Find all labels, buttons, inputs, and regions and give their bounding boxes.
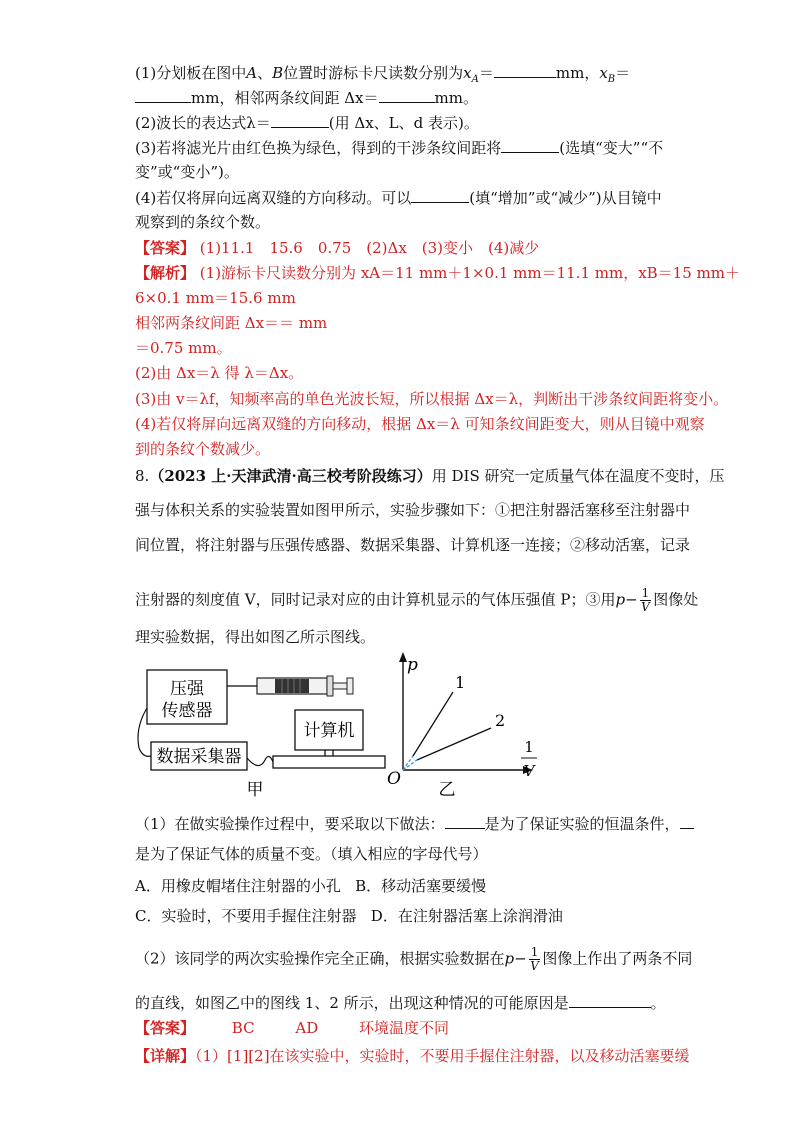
q7-part2	[135, 112, 479, 133]
q7-p1-sep: 、	[257, 64, 273, 82]
q8-s1-text2: 是为了保证实验的恒温条件，	[484, 815, 680, 833]
q7-exp-l5: (2)由 Δx＝λ 得 λ＝Δx。	[135, 364, 304, 382]
q8-l5: 理实验数据，得出如图乙所示图线。	[135, 628, 376, 646]
computer-base	[273, 756, 385, 768]
explanation-tag: 【解析】	[135, 264, 196, 282]
q8-s2-end: 。	[650, 994, 666, 1012]
answer-tag: 【答案】	[135, 239, 196, 257]
q7-answer	[135, 238, 539, 258]
q8-l4	[135, 587, 698, 614]
q7-exp-l4: ＝0.75 mm。	[135, 339, 232, 357]
q7-p1-text2: 位置时游标卡尺读数分别为	[283, 64, 464, 82]
answer-tag: 【答案】	[135, 1019, 196, 1037]
q7-xa: x	[463, 64, 472, 82]
q7-p4-text: (4)若仅将屏向远离双缝的方向移动。可以	[135, 189, 412, 207]
q7-exp-l3: 相邻两条纹间距 Δx＝＝ mm	[135, 314, 328, 332]
axis-p-label: p	[407, 655, 418, 675]
q8-answer-1: BC	[231, 1019, 255, 1037]
q7-part1-line1	[135, 62, 630, 90]
wire-collector-computer	[247, 756, 273, 765]
option-d: D．在注射器活塞上涂润滑油	[370, 907, 563, 925]
q8-detail-text: （1）[1][2]在该实验中，实验时，不要用手握住注射器，以及移动活塞要缓	[195, 1047, 690, 1065]
q8-l4-fraction	[640, 587, 652, 614]
option-b: B．移动活塞要缓慢	[355, 877, 487, 895]
q7-blank-xb	[135, 87, 191, 103]
q8-s2-text: （2）该同学的两次实验操作完全正确，根据实验数据在	[135, 949, 505, 968]
q7-explanation-line1	[135, 263, 740, 283]
q7-p2-text: (2)波长的表达式λ＝	[135, 114, 271, 132]
q7-eq2: ＝	[615, 64, 631, 82]
q8-s1-text: （1）在做实验操作过程中，要采取以下做法：	[135, 815, 445, 833]
q7-exp-l6: (3)由 v＝λf，知频率高的单色光波长短，所以根据 Δx＝λ，判断出干涉条纹间距将变小。	[135, 390, 729, 408]
q7-part4-line2: 观察到的条纹个数。	[135, 213, 271, 231]
q8-sub1-line2: 是为了保证气体的质量不变。（填入相应的字母代号）	[135, 845, 488, 863]
detail-tag: 【详解】	[135, 1047, 196, 1065]
q8-sub2-line1	[135, 946, 692, 973]
q8-number: 8.	[135, 467, 150, 485]
q7-part4-line1	[135, 187, 662, 208]
q8-sub2-line2	[135, 992, 666, 1013]
q8-l2: 强与体积关系的实验装置如图甲所示，实验步骤如下：①把注射器活塞移至注射器中	[135, 501, 691, 519]
q8-options-cd	[135, 906, 563, 926]
q7-xb: x	[599, 64, 608, 82]
line2-label: 2	[495, 711, 506, 730]
fraction-numerator: 1	[530, 945, 539, 959]
q7-xa-sub: A	[471, 74, 479, 85]
q7-p4-text2: (填“增加”或“减少”)从目镜中	[469, 189, 662, 207]
fraction-denominator: V	[641, 600, 650, 614]
q7-blank-lambda	[271, 112, 329, 128]
axis-x-numerator: 1	[524, 738, 534, 756]
q8-blank-3	[569, 992, 651, 1008]
q8-s2-fraction	[529, 946, 541, 973]
fraction-denominator: V	[530, 959, 539, 973]
q7-p1-text: (1)分划板在图中	[135, 64, 247, 82]
q7-part3-line2: 变”或“变小”)。	[135, 163, 239, 181]
q8-answer	[135, 1018, 449, 1038]
q8-s2-minus: −	[514, 949, 527, 968]
pressure-sensor-label-2: 传感器	[161, 701, 213, 721]
q7-exp-l2: 6×0.1 mm＝15.6 mm	[135, 289, 296, 307]
computer-label: 计算机	[303, 721, 355, 741]
q8-s2-text2: 图像上作出了两条不同	[542, 949, 693, 968]
option-c: C．实验时，不要用手握住注射器	[135, 907, 357, 925]
axis-x-denominator: V	[523, 762, 535, 780]
q7-p1-b: B	[272, 64, 284, 82]
q7-exp-l7: (4)若仅将屏向远离双缝的方向移动，根据 Δx＝λ 可知条纹间距变大，则从目镜中观察	[135, 415, 705, 433]
line1-label: 1	[455, 673, 466, 692]
q7-blank-dx	[379, 87, 435, 103]
q7-part1-line2	[135, 87, 478, 108]
option-a: A．用橡皮帽堵住注射器的小孔	[135, 877, 341, 895]
q8-s2-text3: 的直线，如图乙中的图线 1、2 所示，出现这种情况的可能原因是	[135, 994, 569, 1012]
q8-l4-minus: −	[625, 590, 638, 609]
q8-l4-p: p	[615, 590, 626, 609]
q7-blank-xa	[494, 62, 556, 78]
q8-options-ab	[135, 876, 486, 896]
fraction-numerator: 1	[641, 586, 650, 600]
q8-answer-3: 环境温度不同	[359, 1019, 450, 1037]
q7-exp-l1: (1)游标卡尺读数分别为 xA＝11 mm＋1×0.1 mm＝11.1 mm，xB＝15 mm＋	[199, 264, 740, 282]
q7-part3-line1	[135, 137, 663, 158]
q8-l3: 间位置，将注射器与压强传感器、数据采集器、计算机逐一连接；②移动活塞，记录	[135, 536, 691, 554]
axis-origin-label: O	[387, 769, 401, 789]
q7-answer-text: (1)11.1 15.6 0.75 (2)Δx (3)变小 (4)减少	[199, 239, 540, 257]
q7-blank-spacing	[501, 137, 559, 153]
q7-eq: ＝	[478, 64, 494, 82]
q8-blank-2	[680, 813, 694, 829]
figure-label-jia: 甲	[246, 780, 264, 798]
q8-l1: 用 DIS 研究一定质量气体在温度不变时，压	[431, 467, 725, 485]
q8-l4-text2: 图像处	[653, 590, 699, 609]
q7-xb-sub: B	[607, 74, 616, 85]
pressure-sensor-label-1: 压强	[170, 679, 204, 699]
q7-p1-l2-end: mm。	[434, 89, 478, 107]
q7-mm: mm，	[555, 64, 600, 82]
q7-p1-a: A	[246, 64, 258, 82]
p-inverse-v-graph	[387, 652, 537, 789]
q8-sub1-line1	[135, 813, 694, 834]
q8-detail	[135, 1046, 690, 1066]
syringe-icon	[227, 676, 353, 696]
q7-p3-text2: (选填“变大”“不	[559, 139, 664, 157]
line1-extension	[403, 756, 413, 770]
q7-p2-text2: (用 Δx、L、d 表示)。	[328, 114, 479, 132]
q8-l4-text: 注射器的刻度值 V，同时记录对应的由计算机显示的气体压强值 P；③用	[135, 590, 616, 609]
q8-answer-2: AD	[295, 1019, 319, 1037]
data-collector-label: 数据采集器	[156, 747, 242, 767]
q7-blank-count	[411, 187, 469, 203]
q8-blank-1	[445, 813, 485, 829]
q7-p1-l2: mm，相邻两条纹间距 Δx＝	[191, 89, 379, 107]
q8-source: （2023 上·天津武清·高三校考阶段练习）	[149, 467, 432, 485]
q7-p3-text: (3)若将滤光片由红色换为绿色，得到的干涉条纹间距将	[135, 139, 502, 157]
line2-extension	[403, 760, 417, 770]
figure-label-yi: 乙	[438, 780, 456, 798]
q7-exp-l8: 到的条纹个数减少。	[135, 440, 271, 458]
experiment-figure	[135, 648, 555, 798]
q8-s2-p: p	[504, 949, 515, 968]
q8-line1	[135, 466, 725, 486]
